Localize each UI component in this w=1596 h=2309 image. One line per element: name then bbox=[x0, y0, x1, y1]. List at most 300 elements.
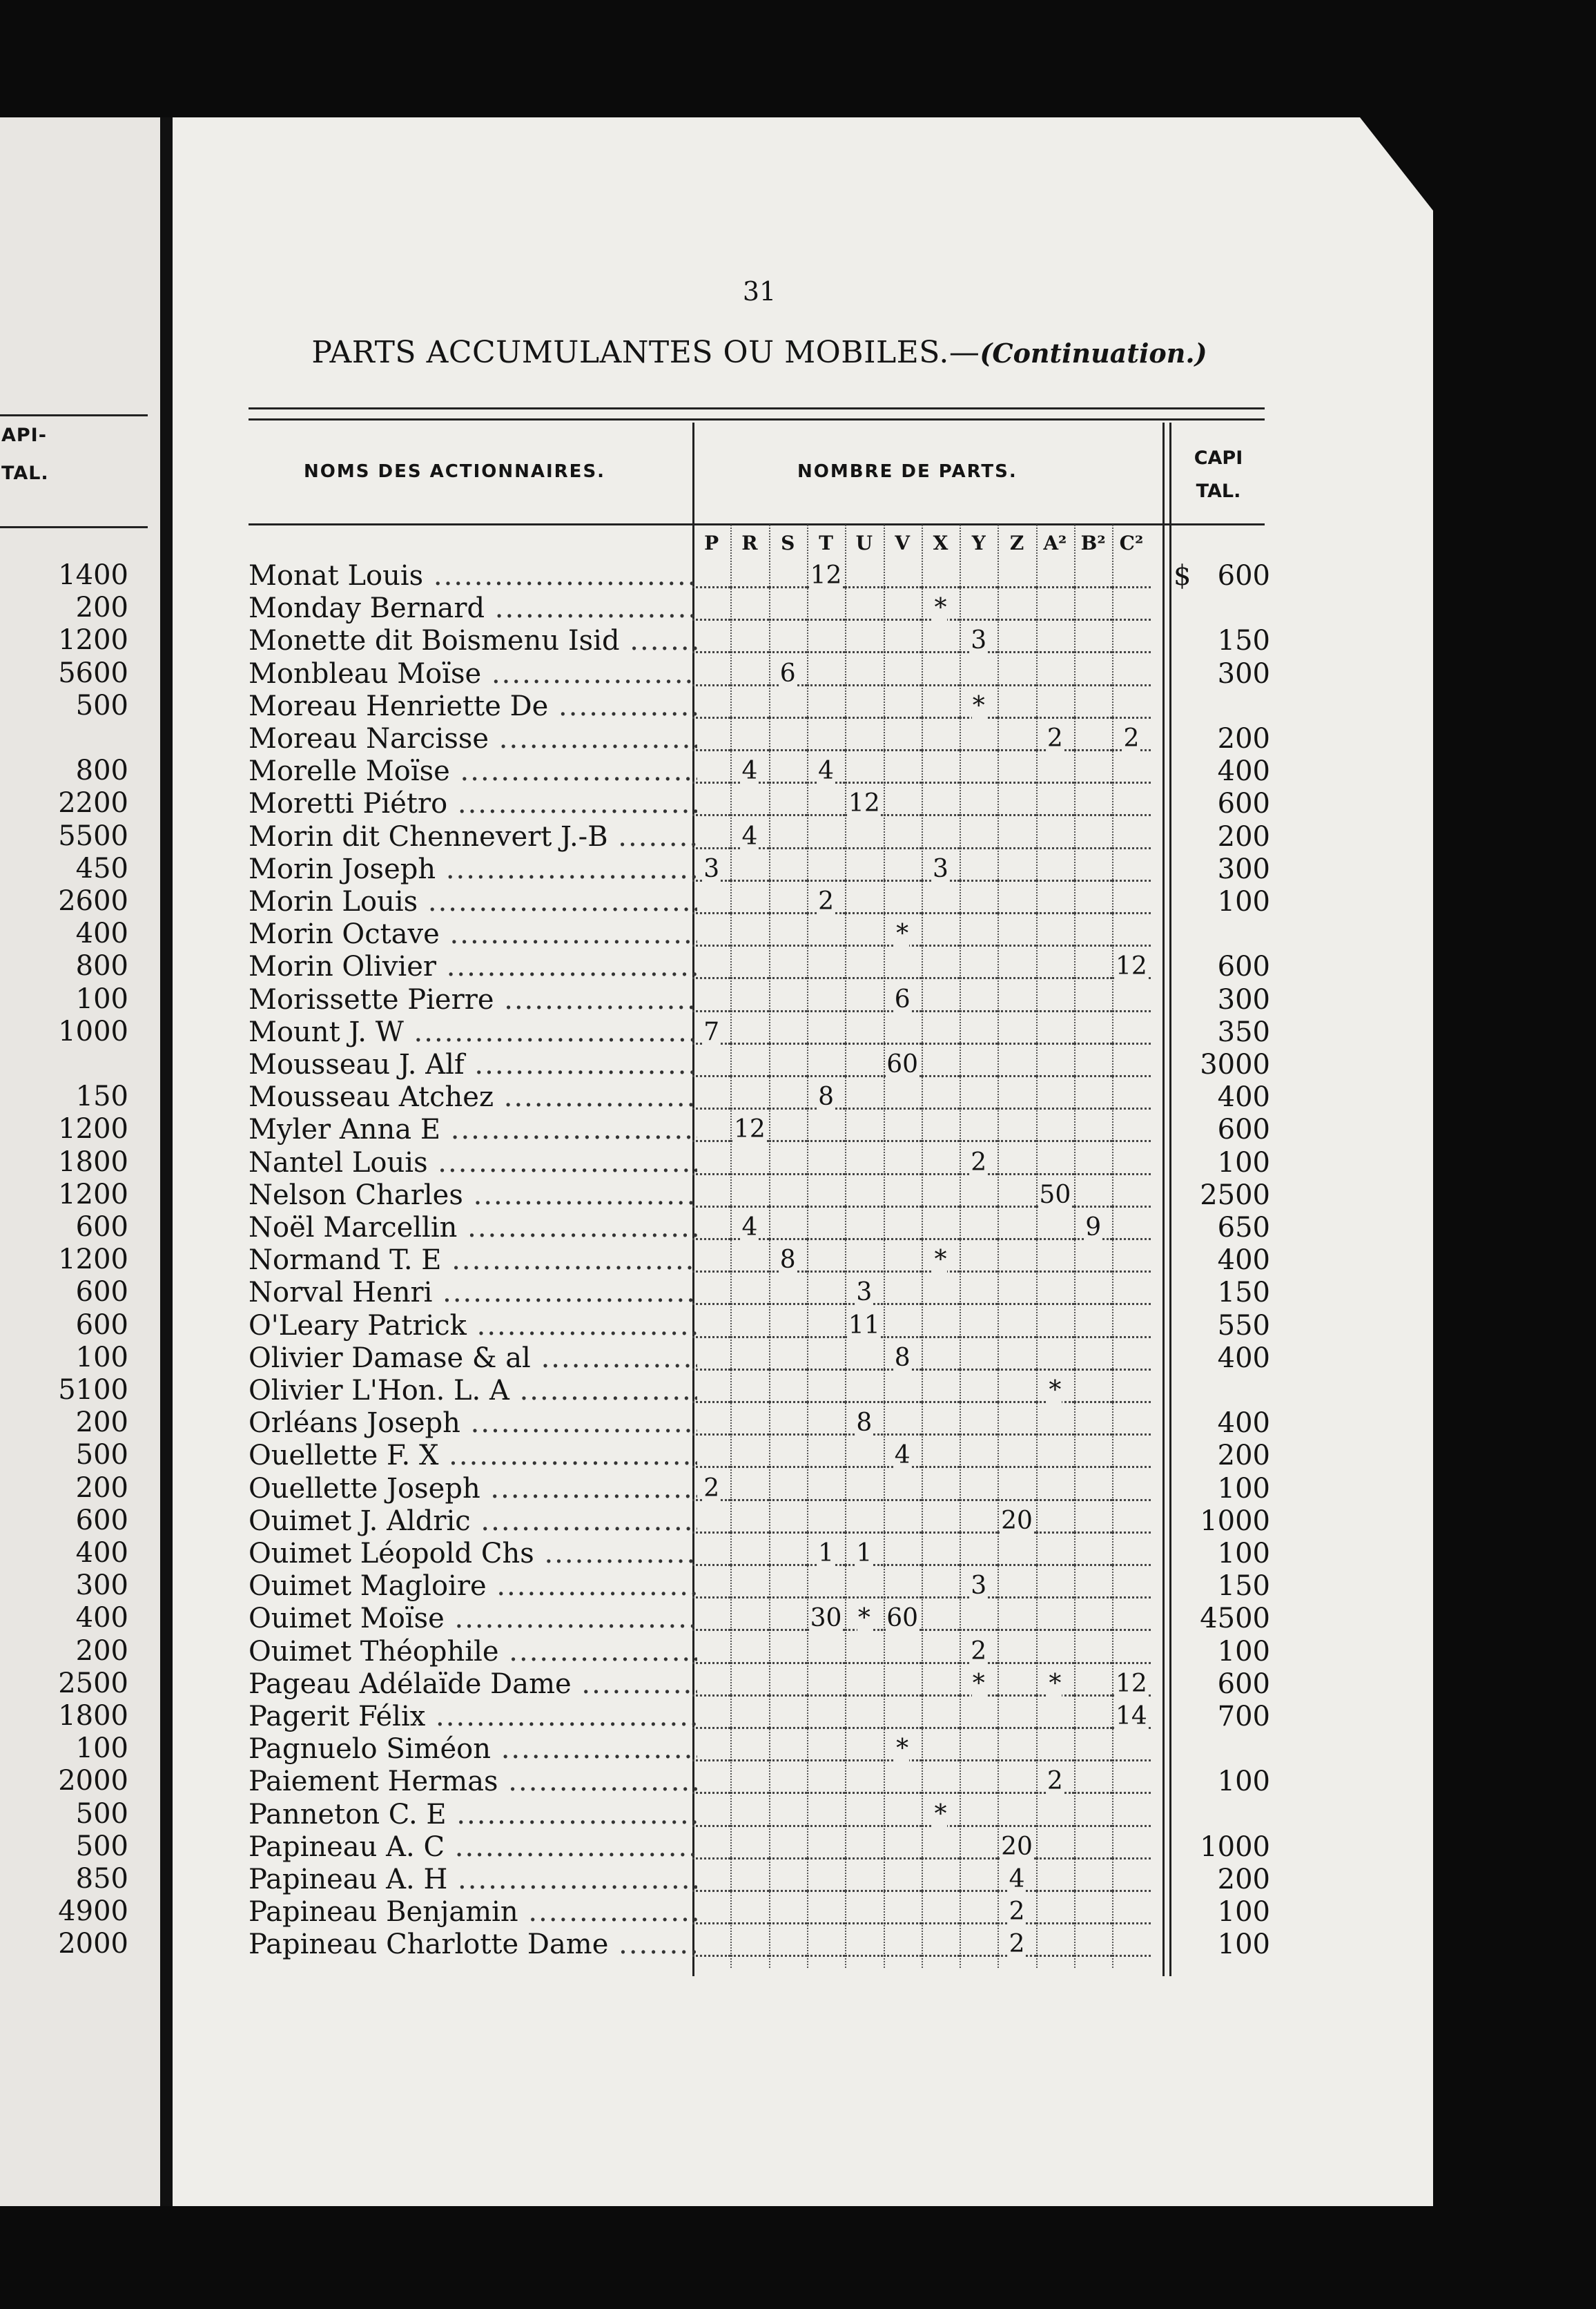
parts-cell bbox=[1074, 1309, 1112, 1342]
table-row bbox=[249, 1472, 1270, 1505]
shareholder-name: Mousseau J. Alf ..... bbox=[249, 1048, 697, 1081]
parts-cell bbox=[807, 1048, 845, 1081]
parts-column-header: NOMBRE DE PARTS. bbox=[797, 461, 1018, 482]
left-capital-value: 100 bbox=[75, 983, 128, 1015]
parts-cell bbox=[730, 1342, 768, 1375]
parts-cell bbox=[807, 1505, 845, 1538]
parts-cell bbox=[960, 1472, 998, 1505]
parts-cell bbox=[998, 853, 1035, 886]
parts-cell bbox=[884, 657, 922, 690]
parts-cell bbox=[998, 1276, 1035, 1309]
parts-cell bbox=[1036, 1081, 1074, 1114]
parts-cell bbox=[845, 1830, 883, 1864]
parts-cell bbox=[692, 1472, 730, 1505]
parts-cell bbox=[998, 1407, 1035, 1440]
parts-cell bbox=[1074, 1732, 1112, 1766]
parts-cell bbox=[1036, 755, 1074, 788]
parts-cell bbox=[1036, 983, 1074, 1016]
parts-cell bbox=[807, 1439, 845, 1472]
parts-cell bbox=[730, 1211, 768, 1244]
parts-value: * bbox=[896, 920, 909, 949]
capital-value: 200 bbox=[1217, 1440, 1270, 1472]
parts-cell bbox=[1112, 1732, 1150, 1766]
parts-cell bbox=[1036, 559, 1074, 592]
parts-cell bbox=[692, 1569, 730, 1603]
parts-cell bbox=[1112, 1700, 1150, 1733]
parts-value: * bbox=[857, 1604, 870, 1633]
table-row bbox=[249, 592, 1270, 625]
parts-cell bbox=[1036, 1374, 1074, 1407]
parts-cell bbox=[884, 1374, 922, 1407]
parts-cell bbox=[922, 1732, 960, 1766]
table-row bbox=[249, 1928, 1270, 1961]
parts-cell bbox=[998, 1016, 1035, 1049]
parts-cell bbox=[884, 1765, 922, 1798]
parts-cell bbox=[922, 1635, 960, 1668]
parts-cell bbox=[845, 1569, 883, 1603]
parts-cell bbox=[845, 1439, 883, 1472]
parts-value: 4 bbox=[894, 1441, 911, 1470]
parts-cell bbox=[730, 1081, 768, 1114]
parts-cell bbox=[692, 592, 730, 625]
parts-cell bbox=[960, 1211, 998, 1244]
capital-value: 300 bbox=[1217, 657, 1270, 690]
left-capital-value: 600 bbox=[75, 1276, 128, 1308]
parts-cell bbox=[1074, 787, 1112, 820]
parts-cell bbox=[692, 1700, 730, 1733]
shareholder-name: Monat Louis ..... bbox=[249, 559, 697, 592]
parts-cell bbox=[998, 1537, 1035, 1570]
parts-cell bbox=[807, 1179, 845, 1212]
shareholder-name: Mousseau Atchez ..... bbox=[249, 1081, 697, 1114]
column-letter-11: C² bbox=[1119, 532, 1144, 554]
capital-value: 100 bbox=[1217, 1146, 1270, 1179]
parts-cell bbox=[884, 1179, 922, 1212]
parts-cell bbox=[960, 1276, 998, 1309]
parts-cell bbox=[845, 1407, 883, 1440]
parts-cell bbox=[845, 1016, 883, 1049]
parts-cell bbox=[692, 1765, 730, 1798]
parts-cell bbox=[922, 755, 960, 788]
parts-cell bbox=[692, 755, 730, 788]
parts-cell bbox=[1112, 755, 1150, 788]
capital-value: 3000 bbox=[1200, 1049, 1270, 1081]
left-capital-value: 300 bbox=[75, 1569, 128, 1602]
table-row bbox=[249, 1113, 1270, 1146]
parts-cell bbox=[1036, 1537, 1074, 1570]
parts-cell bbox=[1112, 1048, 1150, 1081]
parts-cell bbox=[884, 1863, 922, 1896]
parts-cell bbox=[960, 853, 998, 886]
parts-cell bbox=[1074, 950, 1112, 983]
parts-cell bbox=[960, 1244, 998, 1277]
parts-cell bbox=[884, 820, 922, 853]
parts-cell bbox=[960, 592, 998, 625]
parts-cell bbox=[692, 624, 730, 657]
parts-cell bbox=[769, 1146, 807, 1179]
title-continuation: (Continuation.) bbox=[980, 338, 1207, 369]
capital-value: 400 bbox=[1217, 1407, 1270, 1440]
parts-cell bbox=[960, 1309, 998, 1342]
parts-cell bbox=[998, 592, 1035, 625]
shareholder-name: Ouellette Joseph ..... bbox=[249, 1472, 697, 1505]
parts-cell bbox=[769, 1635, 807, 1668]
parts-value: 2 bbox=[1123, 724, 1140, 753]
parts-value: 9 bbox=[1085, 1213, 1102, 1242]
names-column-header: NOMS DES ACTIONNAIRES. bbox=[304, 461, 606, 482]
parts-cell bbox=[692, 1537, 730, 1570]
capital-value: 200 bbox=[1217, 1864, 1270, 1895]
capital-value: 200 bbox=[1217, 723, 1270, 755]
parts-value: 6 bbox=[779, 659, 796, 688]
parts-cell bbox=[769, 690, 807, 723]
shareholder-name: Paiement Hermas ..... bbox=[249, 1765, 697, 1798]
shareholder-name: Morin Olivier ..... bbox=[249, 950, 697, 983]
parts-cell bbox=[692, 1602, 730, 1635]
parts-cell bbox=[807, 885, 845, 918]
parts-value: 3 bbox=[856, 1278, 873, 1307]
capital-value: 400 bbox=[1217, 1081, 1270, 1114]
parts-cell bbox=[960, 950, 998, 983]
parts-cell bbox=[807, 950, 845, 983]
parts-cell bbox=[1112, 1081, 1150, 1114]
shareholder-name: Ouimet J. Aldric ..... bbox=[249, 1505, 697, 1538]
parts-cell bbox=[1036, 592, 1074, 625]
left-capital-value: 600 bbox=[75, 1504, 128, 1536]
parts-cell bbox=[884, 1472, 922, 1505]
left-page-fragment bbox=[0, 117, 160, 2206]
parts-cell bbox=[730, 1146, 768, 1179]
parts-cell bbox=[730, 1765, 768, 1798]
capital-value: 650 bbox=[1217, 1212, 1270, 1244]
parts-cell bbox=[807, 1635, 845, 1668]
parts-cell bbox=[692, 1668, 730, 1701]
parts-cell bbox=[884, 690, 922, 723]
parts-cell bbox=[769, 983, 807, 1016]
parts-cell bbox=[730, 624, 768, 657]
parts-value: 1 bbox=[856, 1539, 873, 1567]
parts-cell bbox=[960, 755, 998, 788]
parts-cell bbox=[692, 1407, 730, 1440]
table-row bbox=[249, 1081, 1270, 1114]
parts-cell bbox=[922, 1374, 960, 1407]
parts-cell bbox=[807, 1113, 845, 1146]
parts-cell bbox=[692, 983, 730, 1016]
parts-cell bbox=[730, 1113, 768, 1146]
parts-cell bbox=[1036, 1505, 1074, 1538]
parts-cell bbox=[1112, 1211, 1150, 1244]
parts-value: 4 bbox=[741, 757, 758, 786]
parts-cell bbox=[922, 918, 960, 951]
parts-cell bbox=[884, 1895, 922, 1929]
parts-cell bbox=[1112, 1309, 1150, 1342]
parts-cell bbox=[960, 1668, 998, 1701]
table-row bbox=[249, 820, 1270, 853]
table-rule-top-1 bbox=[249, 407, 1265, 409]
shareholder-name: Morin dit Chennevert J.-B ..... bbox=[249, 820, 697, 853]
parts-cell bbox=[769, 950, 807, 983]
parts-value: 30 bbox=[810, 1604, 842, 1633]
parts-cell bbox=[1112, 722, 1150, 755]
parts-cell bbox=[730, 1863, 768, 1896]
parts-cell bbox=[998, 918, 1035, 951]
parts-cell bbox=[998, 787, 1035, 820]
parts-cell bbox=[1036, 787, 1074, 820]
parts-cell bbox=[998, 1211, 1035, 1244]
parts-cell bbox=[769, 1211, 807, 1244]
parts-cell bbox=[730, 918, 768, 951]
parts-cell bbox=[769, 1700, 807, 1733]
left-capital-value: 200 bbox=[75, 592, 128, 624]
parts-cell bbox=[1036, 624, 1074, 657]
parts-cell bbox=[769, 1439, 807, 1472]
parts-cell bbox=[922, 1895, 960, 1929]
column-letter-10: B² bbox=[1080, 532, 1106, 554]
parts-cell bbox=[1036, 1700, 1074, 1733]
parts-cell bbox=[730, 885, 768, 918]
shareholder-name: Olivier L'Hon. L. A ..... bbox=[249, 1374, 697, 1407]
parts-cell bbox=[769, 1342, 807, 1375]
parts-cell bbox=[922, 559, 960, 592]
parts-cell bbox=[884, 755, 922, 788]
parts-cell bbox=[769, 1569, 807, 1603]
parts-cell bbox=[1112, 1113, 1150, 1146]
parts-cell bbox=[960, 1146, 998, 1179]
parts-cell bbox=[1112, 787, 1150, 820]
parts-cell bbox=[1036, 1309, 1074, 1342]
parts-cell bbox=[884, 1113, 922, 1146]
column-letter-0: P bbox=[704, 532, 719, 554]
left-capital-value: 1800 bbox=[58, 1700, 128, 1732]
parts-cell bbox=[998, 1602, 1035, 1635]
shareholder-name: Papineau A. C ..... bbox=[249, 1830, 697, 1864]
left-capital-value: 1400 bbox=[58, 559, 128, 591]
parts-cell bbox=[1074, 1668, 1112, 1701]
parts-cell bbox=[884, 853, 922, 886]
parts-cell bbox=[845, 559, 883, 592]
parts-cell bbox=[730, 690, 768, 723]
parts-cell bbox=[845, 1863, 883, 1896]
parts-cell bbox=[922, 1472, 960, 1505]
parts-cell bbox=[692, 1179, 730, 1212]
parts-cell bbox=[922, 1113, 960, 1146]
left-capital-value: 100 bbox=[75, 1732, 128, 1765]
parts-cell bbox=[692, 1048, 730, 1081]
parts-cell bbox=[730, 787, 768, 820]
parts-cell bbox=[884, 559, 922, 592]
parts-value: 20 bbox=[1001, 1832, 1033, 1861]
parts-cell bbox=[922, 722, 960, 755]
parts-cell bbox=[922, 885, 960, 918]
parts-cell bbox=[884, 1276, 922, 1309]
parts-value: 4 bbox=[741, 1213, 758, 1242]
parts-cell bbox=[884, 1537, 922, 1570]
parts-cell bbox=[1036, 690, 1074, 723]
capital-value: 300 bbox=[1217, 853, 1270, 885]
parts-cell bbox=[884, 1211, 922, 1244]
table-row bbox=[249, 1505, 1270, 1538]
parts-cell bbox=[692, 950, 730, 983]
parts-cell bbox=[1112, 1602, 1150, 1635]
parts-cell bbox=[845, 1179, 883, 1212]
left-capital-value: 450 bbox=[75, 852, 128, 885]
parts-cell bbox=[730, 1798, 768, 1831]
parts-cell bbox=[807, 1537, 845, 1570]
parts-cell bbox=[1074, 1342, 1112, 1375]
parts-cell bbox=[692, 1798, 730, 1831]
parts-value: 8 bbox=[856, 1409, 873, 1438]
parts-cell bbox=[1112, 1830, 1150, 1864]
parts-cell bbox=[730, 657, 768, 690]
parts-cell bbox=[998, 1505, 1035, 1538]
parts-cell bbox=[769, 787, 807, 820]
parts-cell bbox=[922, 1863, 960, 1896]
capital-value: 350 bbox=[1217, 1016, 1270, 1048]
parts-cell bbox=[769, 885, 807, 918]
capital-value: 100 bbox=[1217, 1472, 1270, 1505]
parts-cell bbox=[1074, 1146, 1112, 1179]
parts-cell bbox=[960, 787, 998, 820]
parts-cell bbox=[1112, 1407, 1150, 1440]
parts-cell bbox=[1112, 592, 1150, 625]
parts-cell bbox=[1036, 950, 1074, 983]
parts-cell bbox=[1036, 885, 1074, 918]
capital-value: 300 bbox=[1217, 983, 1270, 1016]
parts-cell bbox=[1112, 1179, 1150, 1212]
parts-cell bbox=[1074, 1439, 1112, 1472]
parts-value: 60 bbox=[886, 1604, 919, 1633]
parts-cell bbox=[692, 1244, 730, 1277]
parts-cell bbox=[845, 1732, 883, 1766]
parts-cell bbox=[960, 1863, 998, 1896]
parts-cell bbox=[845, 1798, 883, 1831]
column-letter-3: T bbox=[819, 532, 833, 554]
parts-cell bbox=[845, 1928, 883, 1961]
parts-cell bbox=[730, 983, 768, 1016]
parts-cell bbox=[845, 1635, 883, 1668]
parts-cell bbox=[960, 1505, 998, 1538]
parts-cell bbox=[769, 1276, 807, 1309]
parts-cell bbox=[922, 1928, 960, 1961]
parts-cell bbox=[769, 592, 807, 625]
parts-cell bbox=[1074, 1895, 1112, 1929]
capital-value: 600 bbox=[1217, 1668, 1270, 1700]
parts-cell bbox=[807, 1895, 845, 1929]
parts-cell bbox=[769, 1798, 807, 1831]
parts-cell bbox=[769, 722, 807, 755]
parts-cell bbox=[960, 1374, 998, 1407]
parts-cell bbox=[922, 1765, 960, 1798]
parts-cell bbox=[769, 559, 807, 592]
parts-cell bbox=[998, 1472, 1035, 1505]
parts-cell bbox=[730, 1537, 768, 1570]
parts-cell bbox=[845, 853, 883, 886]
column-letter-7: Y bbox=[971, 532, 986, 554]
parts-cell bbox=[845, 755, 883, 788]
parts-cell bbox=[1036, 1569, 1074, 1603]
parts-cell bbox=[1036, 1668, 1074, 1701]
parts-cell bbox=[1112, 950, 1150, 983]
parts-cell bbox=[1036, 1048, 1074, 1081]
parts-cell bbox=[845, 592, 883, 625]
table-row bbox=[249, 918, 1270, 951]
shareholder-name: Ouimet Léopold Chs ..... bbox=[249, 1537, 697, 1570]
parts-cell bbox=[807, 853, 845, 886]
parts-cell bbox=[845, 1700, 883, 1733]
parts-cell bbox=[922, 1439, 960, 1472]
parts-cell bbox=[922, 1342, 960, 1375]
parts-cell bbox=[1112, 1537, 1150, 1570]
parts-cell bbox=[730, 1635, 768, 1668]
parts-cell bbox=[845, 983, 883, 1016]
parts-cell bbox=[769, 1179, 807, 1212]
parts-cell bbox=[845, 657, 883, 690]
shareholder-name: Myler Anna E ..... bbox=[249, 1113, 697, 1146]
shareholder-name: Ouimet Théophile ..... bbox=[249, 1635, 697, 1668]
parts-cell bbox=[998, 657, 1035, 690]
parts-cell bbox=[884, 1602, 922, 1635]
parts-value: 2 bbox=[1009, 1897, 1025, 1926]
left-capital-value: 2200 bbox=[58, 787, 128, 820]
parts-cell bbox=[807, 624, 845, 657]
parts-cell bbox=[1112, 1374, 1150, 1407]
parts-cell bbox=[884, 1342, 922, 1375]
parts-cell bbox=[730, 592, 768, 625]
parts-cell bbox=[807, 1342, 845, 1375]
parts-cell bbox=[692, 1146, 730, 1179]
parts-cell bbox=[960, 690, 998, 723]
parts-cell bbox=[998, 1439, 1035, 1472]
capital-value: 700 bbox=[1217, 1701, 1270, 1732]
shareholder-name: Nantel Louis ..... bbox=[249, 1146, 697, 1179]
parts-cell bbox=[1112, 1439, 1150, 1472]
parts-cell bbox=[692, 1016, 730, 1049]
parts-value: 4 bbox=[741, 822, 758, 851]
parts-value: 20 bbox=[1001, 1506, 1033, 1535]
parts-cell bbox=[692, 1732, 730, 1766]
parts-cell bbox=[769, 1668, 807, 1701]
capital-header-line2: TAL. bbox=[1196, 481, 1241, 502]
capital-value: 150 bbox=[1217, 1570, 1270, 1603]
shareholder-name: Papineau Charlotte Dame ..... bbox=[249, 1928, 697, 1961]
parts-cell bbox=[998, 722, 1035, 755]
parts-cell bbox=[807, 1016, 845, 1049]
left-capital-value: 1000 bbox=[58, 1015, 128, 1047]
parts-cell bbox=[845, 1602, 883, 1635]
parts-cell bbox=[730, 1472, 768, 1505]
left-capital-value: 500 bbox=[75, 1830, 128, 1862]
parts-cell bbox=[730, 1048, 768, 1081]
parts-cell bbox=[922, 1700, 960, 1733]
parts-cell bbox=[769, 1309, 807, 1342]
parts-value: * bbox=[934, 1799, 947, 1828]
parts-cell bbox=[692, 820, 730, 853]
capital-value: 600 bbox=[1217, 1114, 1270, 1146]
parts-cell bbox=[998, 983, 1035, 1016]
parts-value: * bbox=[934, 1246, 947, 1275]
parts-cell bbox=[1036, 1407, 1074, 1440]
parts-cell bbox=[807, 1146, 845, 1179]
capital-value: 150 bbox=[1217, 1277, 1270, 1309]
parts-cell bbox=[1074, 1700, 1112, 1733]
table-row bbox=[249, 1765, 1270, 1798]
parts-cell bbox=[998, 755, 1035, 788]
parts-cell bbox=[922, 1569, 960, 1603]
parts-cell bbox=[730, 1374, 768, 1407]
shareholder-name: Olivier Damase & al ..... bbox=[249, 1342, 697, 1375]
parts-cell bbox=[692, 1309, 730, 1342]
parts-value: 2 bbox=[818, 887, 834, 916]
